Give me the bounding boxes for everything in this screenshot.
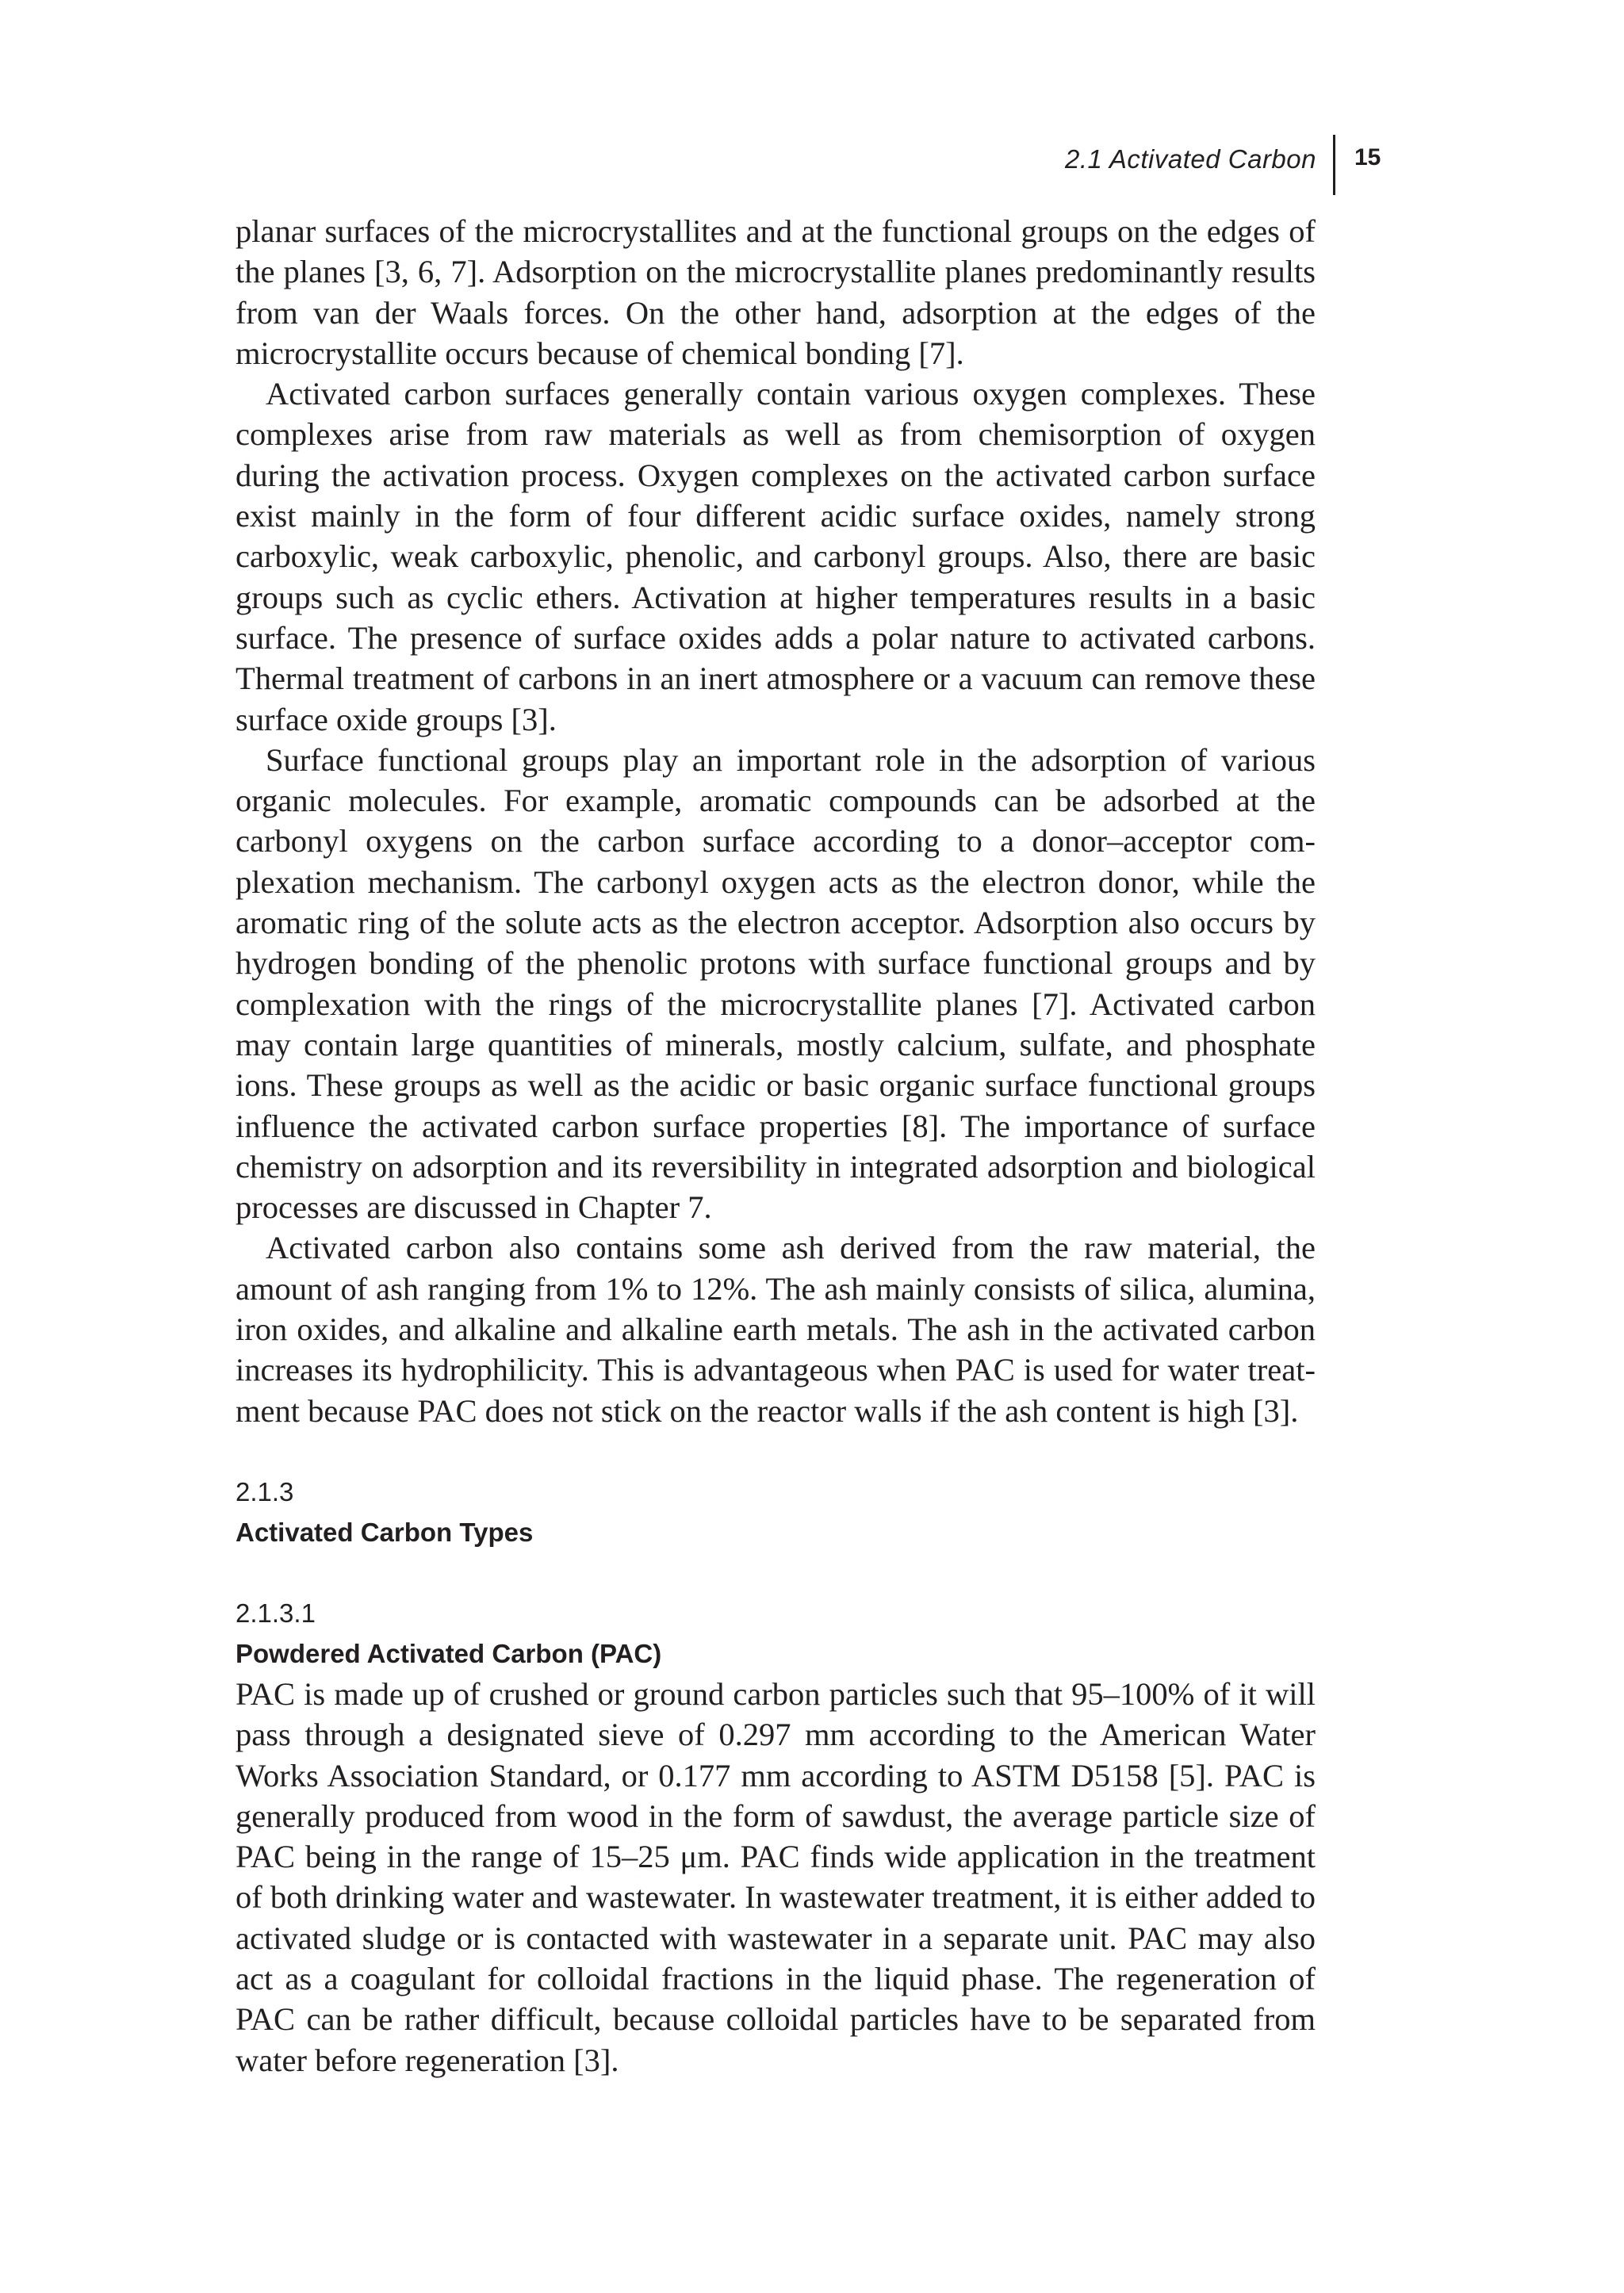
section-title: Activated Carbon Types [236, 1517, 534, 1547]
subsection-number: 2.1.3.1 [236, 1598, 316, 1628]
page-number: 15 [1354, 144, 1381, 170]
paragraph-5: PAC is made up of crushed or ground carbon particles such that 95–100% of it will pass through a designated sieve of 0.297 mm according to the American Water Works Association Standard, or 0.177 mm according to ASTM D5158 [5]. PAC is generally produced from wood in the form of sawdust, the average particle size of PAC being in the range of 15–25 μm. PAC finds wide application in the treatment of both drinking water and wastewater. In wastewater treatment, it is either added to activated sludge or is contacted with wastewater in a separate unit. PAC may also act as a coagulant for colloidal fractions in the liquid phase. The regeneration of PAC can be rather difficult, because colloidal particles have to be separated from water before regeneration [3]. [236, 1675, 1316, 2078]
paragraph-2: Activated carbon surfaces generally contain various oxygen complexes. These complexes arise from raw materials as well as from chemisorption of oxygen during the activation process. Oxygen complexes on the activated carbon surface exist mainly in the form of four different acidic surface oxides, namely strong carboxylic, weak carboxylic, phenolic, and carbonyl groups. Also, there are basic groups such as cyclic ethers. Activation at higher temperatures results in a basic surface. The presence of surface oxides adds a polar nature to activated carbons. Thermal treatment of carbons in an inert atmosphere or a vacuum can remove these surface oxide groups [3]. [236, 376, 1316, 737]
section-heading-2-1-3-1 [236, 1593, 1316, 1674]
paragraph-1: planar surfaces of the microcrystallites and at the functional groups on the edges of the planes [3, 6, 7]. Adsorption on the microcrystallite planes predominantly results from van der Waals forces. On the other hand, adsorption at the edges of the microcrystallite occurs because of chemical bonding [7]. [236, 213, 1316, 371]
running-head [0, 135, 1624, 198]
subsection-title: Powdered Activated Carbon (PAC) [236, 1638, 662, 1668]
paragraph-3: Surface functional groups play an important role in the adsorption of various organic molecules. For example, aromatic compounds can be adsorbed at the carbonyl oxygens on the carbon surface according to a donor–acceptor complexation mechanism. The carbonyl oxygen acts as the electron donor, while the aromatic ring of the solute acts as the electron acceptor. Adsorption also occurs by hydrogen bonding of the phenolic protons with surface functional groups and by complexation with the rings of the microcrystallite planes [7]. Activated carbon may contain large quantities of minerals, mostly calcium, sulfate, and phosphate ions. These groups as well as the acidic or basic organic surface functional groups influence the activated carbon surface properties [8]. The importance of surface chemistry on adsorption and its reversibility in integrated adsorption and biological processes are discussed in Chapter 7. [236, 741, 1316, 1226]
running-head-divider [1333, 135, 1335, 195]
running-head-section: 2.1 Activated Carbon [1065, 144, 1316, 174]
section-number: 2.1.3 [236, 1476, 294, 1506]
paragraph-4: Activated carbon also contains some ash derived from the raw material, the amount of ash ranging from 1% to 12%. The ash mainly consists of silica, alumina, iron oxides, and alkaline and alkaline earth metals. The ash in the activated carbon increases its hydrophilicity. This is advantageous when PAC is used for water treatment because PAC does not stick on the reactor walls if the ash content is high [3]. [236, 1230, 1316, 1429]
page-body [236, 211, 1316, 2081]
section-heading-2-1-3 [236, 1472, 1316, 1552]
